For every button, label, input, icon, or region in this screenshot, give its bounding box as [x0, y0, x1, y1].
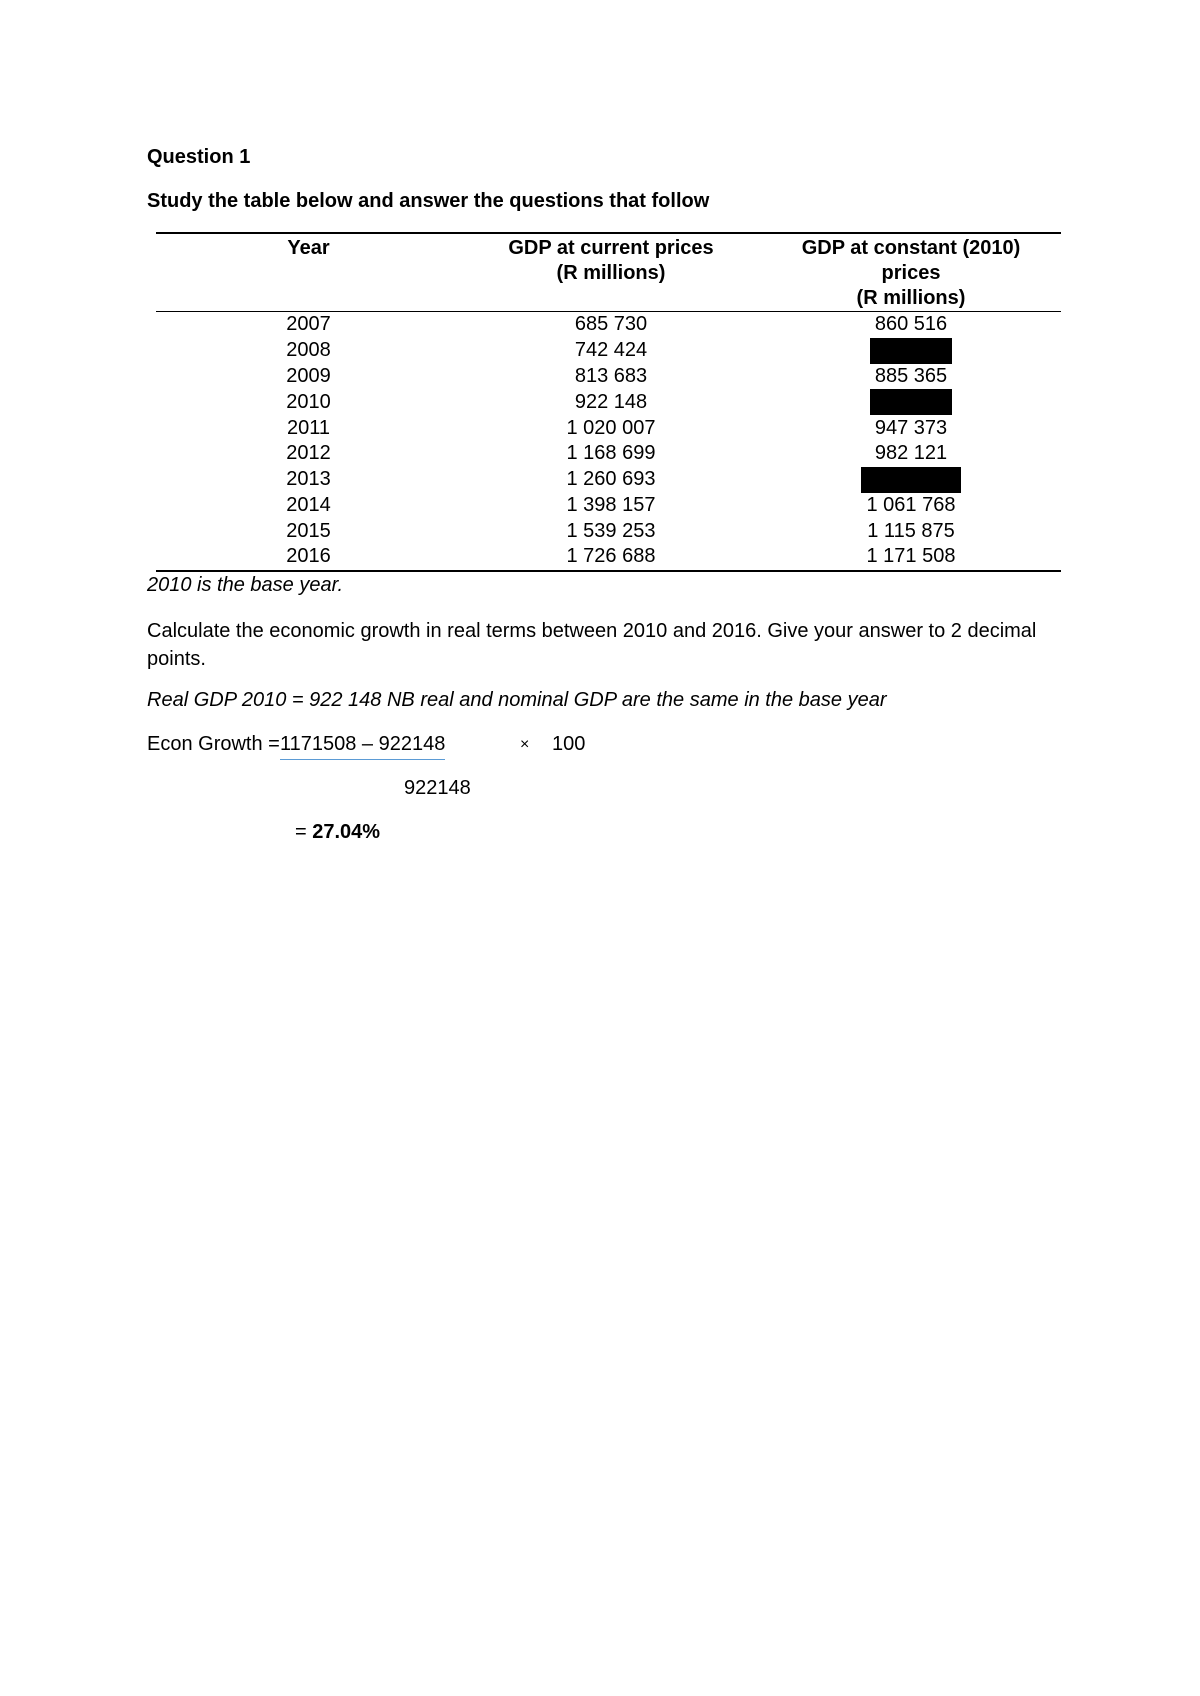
table-row	[156, 467, 1061, 493]
table-row	[156, 312, 1061, 338]
cell-current-gdp: 1 020 007	[566, 416, 656, 439]
cell-constant-gdp-redacted	[761, 338, 1061, 364]
header-current-prices: GDP at current prices (R millions)	[508, 237, 714, 284]
instruction-text: Study the table below and answer the questions that follow	[147, 190, 710, 212]
cell-current-gdp: 1 168 699	[566, 442, 656, 465]
table-row	[156, 493, 1061, 519]
cell-year: 2012	[286, 442, 331, 465]
cell-constant-gdp: 885 365	[874, 365, 948, 388]
cell-current-gdp: 922 148	[574, 390, 648, 413]
cell-constant-gdp: 982 121	[874, 442, 948, 465]
cell-year: 2014	[286, 494, 331, 517]
cell-year: 2011	[286, 416, 330, 439]
table-row	[156, 544, 1061, 571]
cell-constant-gdp: 860 516	[874, 313, 948, 336]
cell-year: 2007	[286, 313, 331, 336]
cell-constant-gdp: 947 373	[874, 416, 948, 439]
task-text: Calculate the economic growth in real terms between 2010 and 2016. Give your answer to 2 decimal points.	[147, 620, 1037, 670]
table-row	[156, 415, 1061, 441]
multiplier: 100	[552, 733, 586, 755]
table-header-row	[156, 233, 1061, 312]
cell-year: 2013	[286, 468, 331, 491]
cell-year: 2009	[286, 365, 331, 388]
econ-growth-label: Econ Growth =	[147, 733, 280, 755]
header-constant-prices: GDP at constant (2010) prices (R millions)	[801, 237, 1021, 309]
cell-constant-gdp: 1 171 508	[866, 545, 956, 568]
table-body	[156, 312, 1061, 571]
cell-current-gdp: 1 726 688	[566, 545, 656, 568]
cell-current-gdp: 813 683	[574, 365, 648, 388]
fraction-denominator: 922148	[404, 777, 471, 799]
result-value: 27.04%	[312, 821, 381, 843]
cell-current-gdp: 685 730	[574, 313, 648, 336]
cell-year: 2010	[286, 390, 331, 413]
cell-current-gdp: 742 424	[574, 339, 648, 362]
result-line	[295, 821, 380, 844]
base-year-note: 2010 is the base year.	[147, 574, 344, 596]
redaction-block	[870, 338, 952, 364]
cell-current-gdp: 1 260 693	[566, 468, 656, 491]
real-gdp-note: Real GDP 2010 = 922 148 NB real and nominal GDP are the same in the base year	[147, 689, 887, 711]
table-row	[156, 441, 1061, 467]
cell-constant-gdp: 1 061 768	[866, 494, 956, 517]
cell-current-gdp: 1 539 253	[566, 519, 656, 542]
table-row	[156, 389, 1061, 415]
result-prefix: =	[295, 821, 313, 843]
cell-year: 2016	[286, 545, 331, 568]
cell-current-gdp: 1 398 157	[566, 494, 656, 517]
times-symbol: ×	[520, 736, 530, 753]
table-row	[156, 338, 1061, 364]
gdp-table	[156, 232, 1061, 572]
question-title: Question 1	[147, 146, 251, 168]
header-year: Year	[287, 237, 330, 259]
cell-constant-gdp-redacted	[761, 389, 1061, 415]
cell-year: 2008	[286, 339, 331, 362]
redaction-block	[870, 389, 952, 415]
cell-year: 2015	[286, 519, 331, 542]
table-row	[156, 364, 1061, 390]
cell-constant-gdp: 1 115 875	[867, 519, 955, 542]
table-row	[156, 518, 1061, 544]
fraction-numerator: 1171508 – 922148	[280, 733, 445, 760]
redaction-block	[861, 467, 961, 493]
cell-constant-gdp-redacted	[761, 467, 1061, 493]
